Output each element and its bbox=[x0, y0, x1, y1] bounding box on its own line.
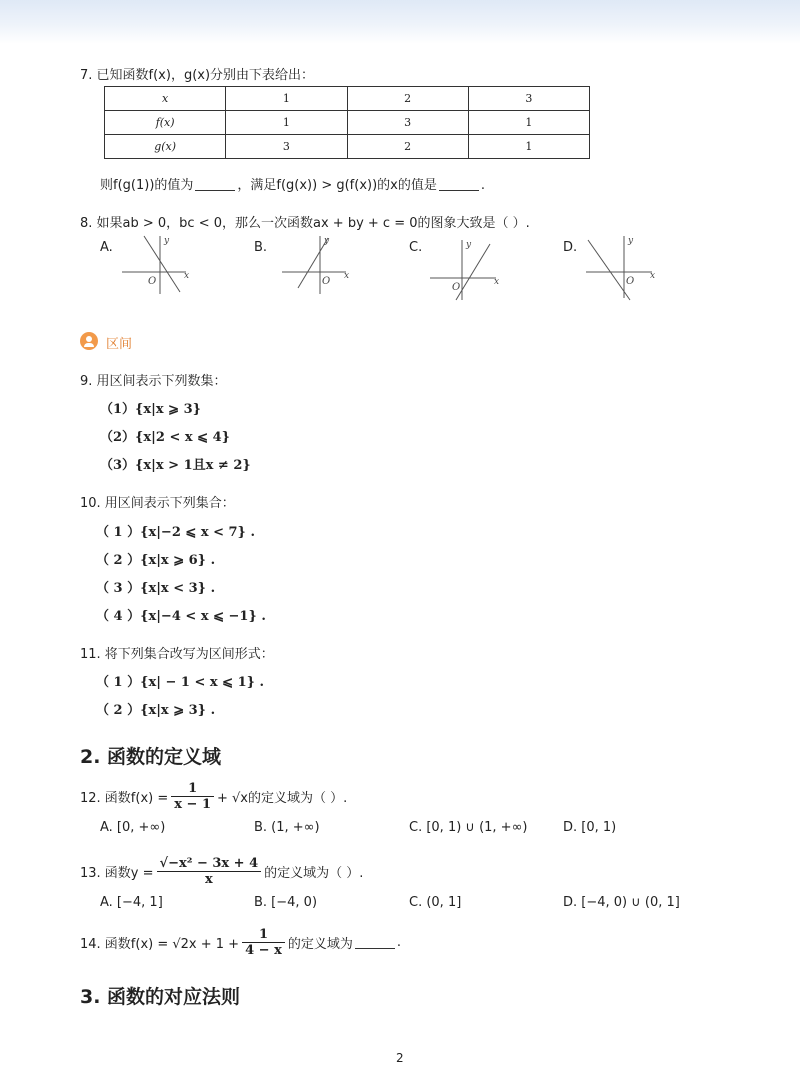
q10-item: （ 4 ）{x|−4 < x ⩽ −1} . bbox=[96, 609, 266, 624]
q13-option-c: C. (0, 1] bbox=[409, 895, 462, 910]
q14-text-c: . bbox=[396, 934, 401, 950]
q8-option-b-label: B. bbox=[254, 240, 268, 255]
q13-stem bbox=[80, 850, 363, 892]
table-row bbox=[105, 111, 590, 135]
section-heading-correspondence: 3. 函数的对应法则 bbox=[80, 986, 241, 1008]
fraction-numerator: √−x² − 3x + 4 bbox=[157, 856, 262, 872]
q14-text-b: 的定义域为 bbox=[287, 936, 353, 952]
table-cell: 1 bbox=[468, 111, 589, 135]
q7-answer-line bbox=[100, 174, 485, 193]
page-number: 2 bbox=[396, 1051, 404, 1065]
q13-fraction bbox=[157, 856, 262, 887]
svg-text:x: x bbox=[494, 277, 500, 287]
header-band bbox=[0, 0, 800, 44]
q12-option-d: D. [0, 1) bbox=[563, 820, 617, 835]
svg-text:O: O bbox=[452, 282, 461, 293]
section-icon bbox=[80, 332, 98, 350]
q14-fraction bbox=[242, 927, 285, 958]
fraction-denominator: 4 − x bbox=[245, 942, 282, 958]
q12-option-a: A. [0, +∞) bbox=[100, 820, 166, 835]
q13-text-b: 的定义域为（ ）. bbox=[264, 865, 364, 881]
answer-blank[interactable] bbox=[355, 936, 395, 949]
q14-stem bbox=[80, 922, 401, 962]
q12-option-c: C. [0, 1) ∪ (1, +∞) bbox=[409, 820, 528, 835]
section-heading-domain: 2. 函数的定义域 bbox=[80, 746, 222, 768]
q7-table bbox=[104, 86, 590, 159]
table-cell: x bbox=[105, 87, 226, 111]
fraction-denominator: x − 1 bbox=[174, 796, 211, 812]
table-cell: 3 bbox=[468, 87, 589, 111]
q9-item: （2）{x|2 < x ⩽ 4} bbox=[100, 430, 230, 445]
q8-stem: 8. 如果ab > 0，bc < 0，那么一次函数ax + by + c = 0的图象大致是（ ）. bbox=[80, 216, 530, 231]
graph-a-icon bbox=[122, 232, 194, 296]
table-cell: f(x) bbox=[105, 111, 226, 135]
q10-item: （ 1 ）{x|−2 ⩽ x < 7} . bbox=[96, 525, 255, 540]
q10-stem: 10. 用区间表示下列集合： bbox=[80, 496, 235, 511]
q13-option-d: D. [−4, 0) ∪ (0, 1] bbox=[563, 895, 680, 910]
svg-text:y: y bbox=[628, 236, 634, 246]
fraction-numerator: 1 bbox=[242, 927, 285, 943]
graph-d-icon bbox=[586, 232, 658, 302]
q11-stem: 11. 将下列集合改写为区间形式： bbox=[80, 647, 274, 662]
q12-option-b: B. (1, +∞) bbox=[254, 820, 320, 835]
fraction-numerator: 1 bbox=[171, 781, 214, 797]
q7-text-a: 则f(g(1))的值为 bbox=[100, 178, 194, 193]
answer-blank[interactable] bbox=[195, 178, 235, 191]
q12-text-a: 12. 函数f(x) = bbox=[80, 790, 169, 806]
table-cell: 1 bbox=[226, 87, 347, 111]
svg-text:O: O bbox=[626, 276, 635, 287]
svg-text:O: O bbox=[322, 276, 331, 287]
table-row bbox=[105, 87, 590, 111]
answer-blank[interactable] bbox=[439, 178, 479, 191]
svg-text:x: x bbox=[184, 271, 190, 281]
q9-stem: 9. 用区间表示下列数集： bbox=[80, 374, 227, 389]
q13-option-a: A. [−4, 1] bbox=[100, 895, 163, 910]
fraction-denominator: x bbox=[204, 871, 213, 887]
q12-text-b: + √x的定义域为（ ）. bbox=[217, 790, 348, 806]
svg-text:y: y bbox=[466, 240, 472, 250]
graph-b-icon bbox=[282, 232, 354, 296]
q8-option-c-label: C. bbox=[409, 240, 423, 255]
svg-text:y: y bbox=[164, 236, 170, 246]
section-title: 区间 bbox=[106, 337, 133, 352]
table-row bbox=[105, 135, 590, 159]
table-cell: 3 bbox=[226, 135, 347, 159]
table-cell: 3 bbox=[347, 111, 468, 135]
q12-stem bbox=[80, 776, 347, 816]
q13-option-b: B. [−4, 0) bbox=[254, 895, 318, 910]
q12-fraction bbox=[171, 781, 214, 812]
svg-text:O: O bbox=[148, 276, 157, 287]
q9-item: （1）{x|x ⩾ 3} bbox=[100, 402, 201, 417]
table-cell: 2 bbox=[347, 135, 468, 159]
q14-text-a: 14. 函数f(x) = √2x + 1 + bbox=[80, 936, 240, 952]
table-cell: 2 bbox=[347, 87, 468, 111]
svg-text:x: x bbox=[650, 271, 656, 281]
svg-text:x: x bbox=[344, 271, 350, 281]
q7-text-b: ，满足f(g(x)) > g(f(x))的x的值是 bbox=[237, 178, 437, 193]
q13-text-a: 13. 函数y = bbox=[80, 865, 154, 881]
q7-stem: 7. 已知函数f(x)，g(x)分别由下表给出： bbox=[80, 68, 315, 83]
svg-text:y: y bbox=[324, 236, 330, 246]
table-cell: 1 bbox=[226, 111, 347, 135]
q11-item: （ 2 ）{x|x ⩾ 3} . bbox=[96, 703, 216, 718]
q8-option-a-label: A. bbox=[100, 240, 113, 255]
q7-text-c: . bbox=[480, 178, 486, 193]
table-cell: 1 bbox=[468, 135, 589, 159]
q8-option-d-label: D. bbox=[563, 240, 578, 255]
q11-item: （ 1 ）{x| − 1 < x ⩽ 1} . bbox=[96, 675, 265, 690]
q10-item: （ 2 ）{x|x ⩾ 6} . bbox=[96, 553, 216, 568]
table-cell: g(x) bbox=[105, 135, 226, 159]
graph-c-icon bbox=[430, 236, 502, 302]
q9-item: （3）{x|x > 1且x ≠ 2} bbox=[100, 458, 251, 473]
q10-item: （ 3 ）{x|x < 3} . bbox=[96, 581, 216, 596]
